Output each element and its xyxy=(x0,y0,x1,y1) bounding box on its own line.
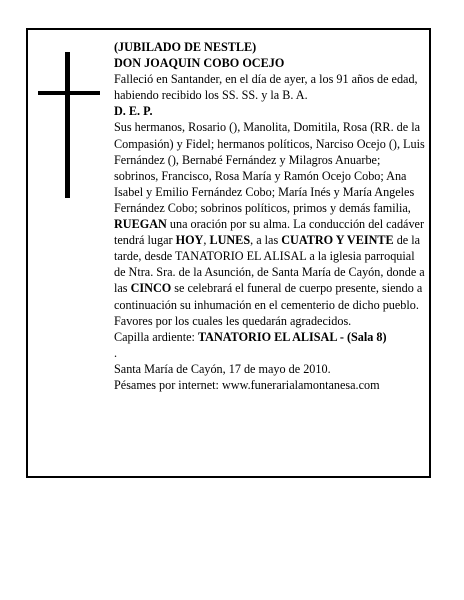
request-text-4: de la tarde, desde TANATORIO EL ALISAL a la iglesia parroquial de Ntra. Sra. de la Asunción, de Santa María de Cayón, donde a las xyxy=(114,233,425,296)
cross-icon xyxy=(38,52,100,198)
funeral-time: CINCO xyxy=(130,281,172,296)
obituary-subtitle: (JUBILADO DE NESTLE) xyxy=(114,40,257,54)
chapel-line xyxy=(114,329,426,345)
dep-line: D. E. P. xyxy=(114,104,153,119)
cross-horizontal-bar xyxy=(38,91,100,95)
conduction-time: CUATRO Y VEINTE xyxy=(281,233,394,248)
chapel-value: TANATORIO EL ALISAL - (Sala 8) xyxy=(197,329,387,344)
hoy-word: HOY xyxy=(175,233,204,248)
request-text-2: , xyxy=(203,233,210,248)
deceased-name: DON JOAQUIN COBO OCEJO xyxy=(114,56,285,71)
ruegan-word: RUEGAN xyxy=(114,217,167,232)
lunes-word: LUNES xyxy=(209,233,251,248)
request-text-5: se celebrará el funeral de cuerpo presente, siendo a continuación su inhumación en el cementerio de dicho pueblo. Favores por los cuales les quedarán agradecidos. xyxy=(114,281,423,328)
obituary-text xyxy=(114,39,426,393)
request-text-3: , a las xyxy=(250,233,282,248)
chapel-label: Capilla ardiente: xyxy=(114,329,198,344)
condolences-line: Pésames por internet: www.funerarialamontanesa.com xyxy=(114,377,380,392)
place-date: Santa María de Cayón, 17 de mayo de 2010. xyxy=(114,361,331,376)
request-text-1: una oración por su alma. La conducción del cadáver tendrá lugar xyxy=(114,217,425,248)
chapel-period: . xyxy=(114,345,118,360)
family-list: Sus hermanos, Rosario (), Manolita, Domitila, Rosa (RR. de la Compasión) y Fidel; hermanos políticos, Narciso Ocejo (), Luis Fernández (), Bernabé Fernández y Milagros Anuarbe; sobrinos, Francisco, Rosa María y Ramón Ocejo Cobo; Ana Isabel y Emilio Fernández Cobo; María Inés y María Angeles Fernández Cobo; sobrinos políticos, primos y demás familia, xyxy=(114,120,425,215)
death-statement: Falleció en Santander, en el día de ayer, a los 91 años de edad, habiendo recibido los SS. SS. y la B. A. xyxy=(114,72,418,103)
cross-vertical-bar xyxy=(65,52,70,198)
funeral-request xyxy=(114,216,426,329)
